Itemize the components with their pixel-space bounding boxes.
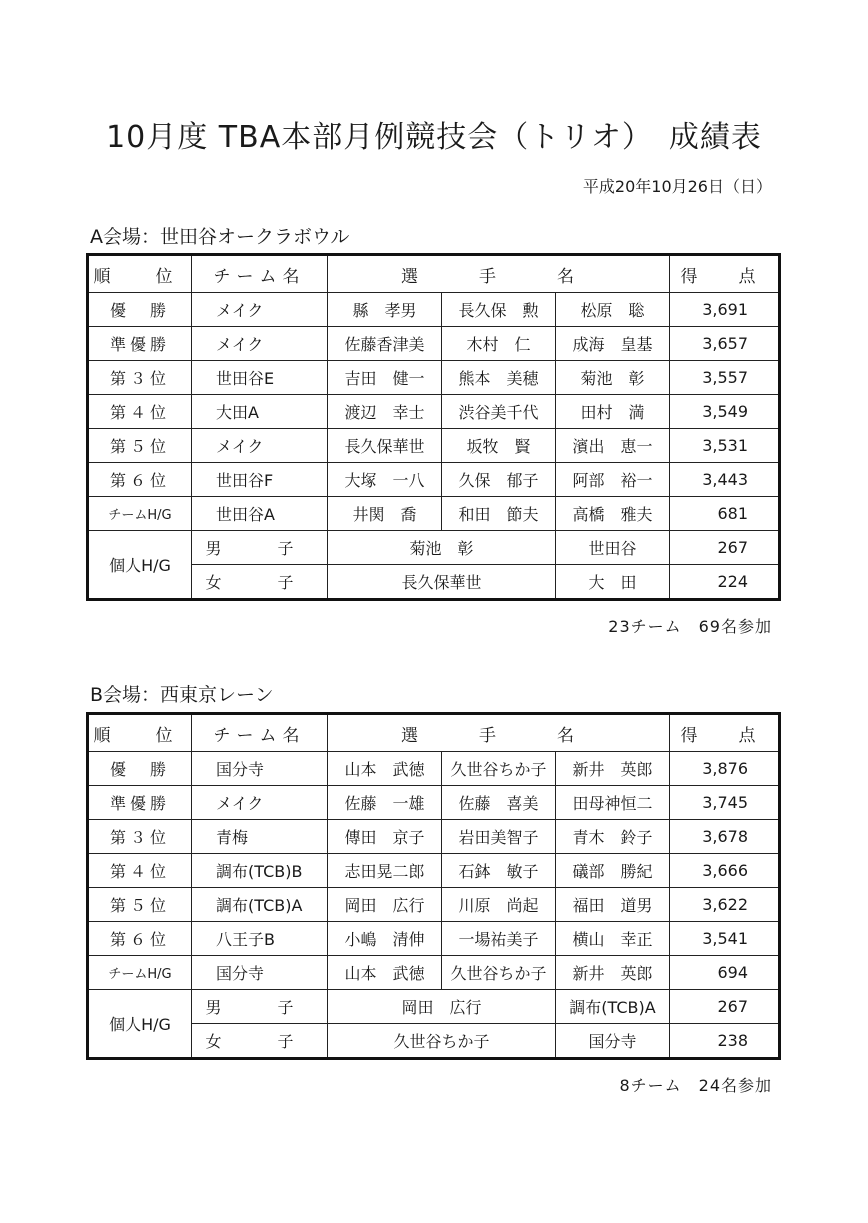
table-row: [88, 786, 780, 820]
player-cell: 川原 尚起: [442, 888, 556, 922]
score-cell: 3,541: [670, 922, 780, 956]
score-cell: 681: [670, 497, 780, 531]
score-cell: 3,549: [670, 395, 780, 429]
table-header-row: [88, 714, 780, 752]
table-row: [88, 463, 780, 497]
rank-cell: 優 勝: [88, 293, 192, 327]
header-players: 選 手 名: [328, 714, 670, 752]
rank-cell: 第５位: [88, 429, 192, 463]
player-cell: 長久保 勲: [442, 293, 556, 327]
venue-a-results-table: [86, 253, 781, 601]
player-cell: 新井 英郎: [556, 956, 670, 990]
player-cell: 佐藤 一雄: [328, 786, 442, 820]
individual-hg-label: 個人H/G: [88, 990, 192, 1059]
player-cell: 田村 満: [556, 395, 670, 429]
individual-name-cell: 久世谷ちか子: [328, 1024, 556, 1059]
table-row: [88, 922, 780, 956]
gender-cell: 女 子: [192, 1024, 328, 1059]
player-cell: 岡田 広行: [328, 888, 442, 922]
player-cell: 木村 仁: [442, 327, 556, 361]
player-cell: 菊池 彰: [556, 361, 670, 395]
individual-team-cell: 大 田: [556, 565, 670, 600]
individual-name-cell: 菊池 彰: [328, 531, 556, 565]
player-cell: 福田 道男: [556, 888, 670, 922]
player-cell: 山本 武徳: [328, 956, 442, 990]
venue-a-title: A会場：世田谷オークラボウル: [90, 226, 350, 248]
team-cell: メイク: [192, 293, 328, 327]
venue-b-summary: 8チーム 24名参加: [619, 1076, 772, 1095]
venue-a-rows: [88, 293, 780, 600]
header-score: 得 点: [670, 714, 780, 752]
player-cell: 志田晃二郎: [328, 854, 442, 888]
player-cell: 小嶋 清伸: [328, 922, 442, 956]
player-cell: 佐藤香津美: [328, 327, 442, 361]
individual-hg-row-female: [88, 565, 780, 600]
player-cell: 吉田 健一: [328, 361, 442, 395]
player-cell: 阿部 裕一: [556, 463, 670, 497]
rank-cell: 第４位: [88, 395, 192, 429]
gender-cell: 男 子: [192, 990, 328, 1024]
gender-cell: 男 子: [192, 531, 328, 565]
venue-b-rows: [88, 752, 780, 1059]
table-row: [88, 820, 780, 854]
header-rank: 順 位: [88, 714, 192, 752]
player-cell: 濱出 恵一: [556, 429, 670, 463]
player-cell: 田母神恒二: [556, 786, 670, 820]
team-cell: メイク: [192, 327, 328, 361]
table-row: [88, 888, 780, 922]
score-cell: 694: [670, 956, 780, 990]
player-cell: 石鉢 敏子: [442, 854, 556, 888]
team-cell: 調布(TCB)A: [192, 888, 328, 922]
player-cell: 山本 武徳: [328, 752, 442, 786]
player-cell: 大塚 一八: [328, 463, 442, 497]
player-cell: 一場祐美子: [442, 922, 556, 956]
player-cell: 久世谷ちか子: [442, 752, 556, 786]
team-cell: 八王子B: [192, 922, 328, 956]
score-cell: 3,557: [670, 361, 780, 395]
team-cell: 調布(TCB)B: [192, 854, 328, 888]
header-players: 選 手 名: [328, 255, 670, 293]
table-row: [88, 854, 780, 888]
header-team: チーム名: [192, 714, 328, 752]
individual-team-cell: 調布(TCB)A: [556, 990, 670, 1024]
individual-hg-row-female: [88, 1024, 780, 1059]
rank-cell: 第６位: [88, 922, 192, 956]
player-cell: 礒部 勝紀: [556, 854, 670, 888]
rank-cell: チームH/G: [88, 497, 192, 531]
player-cell: 熊本 美穂: [442, 361, 556, 395]
individual-team-cell: 国分寺: [556, 1024, 670, 1059]
team-cell: 世田谷F: [192, 463, 328, 497]
rank-cell: チームH/G: [88, 956, 192, 990]
player-cell: 和田 節夫: [442, 497, 556, 531]
header-rank: 順 位: [88, 255, 192, 293]
team-cell: メイク: [192, 429, 328, 463]
player-cell: 坂牧 賢: [442, 429, 556, 463]
gender-cell: 女 子: [192, 565, 328, 600]
rank-cell: 第５位: [88, 888, 192, 922]
event-date: 平成20年10月26日（日）: [582, 177, 772, 196]
team-cell: 世田谷E: [192, 361, 328, 395]
individual-hg-row-male: [88, 531, 780, 565]
score-cell: 267: [670, 531, 780, 565]
score-cell: 224: [670, 565, 780, 600]
player-cell: 久保 郁子: [442, 463, 556, 497]
player-cell: 横山 幸正: [556, 922, 670, 956]
table-row: [88, 752, 780, 786]
individual-team-cell: 世田谷: [556, 531, 670, 565]
player-cell: 佐藤 喜美: [442, 786, 556, 820]
score-cell: 3,622: [670, 888, 780, 922]
team-hg-row: [88, 497, 780, 531]
page-title: 10月度 TBA本部月例競技会（トリオ） 成績表: [106, 120, 762, 155]
rank-cell: 第６位: [88, 463, 192, 497]
table-row: [88, 293, 780, 327]
player-cell: 長久保華世: [328, 429, 442, 463]
score-cell: 238: [670, 1024, 780, 1059]
team-hg-row: [88, 956, 780, 990]
team-cell: メイク: [192, 786, 328, 820]
venue-b-results-table: [86, 712, 781, 1060]
score-cell: 3,531: [670, 429, 780, 463]
score-cell: 3,678: [670, 820, 780, 854]
score-cell: 3,691: [670, 293, 780, 327]
rank-cell: 準優勝: [88, 327, 192, 361]
team-cell: 国分寺: [192, 956, 328, 990]
score-cell: 3,443: [670, 463, 780, 497]
player-cell: 青木 鈴子: [556, 820, 670, 854]
player-cell: 井関 喬: [328, 497, 442, 531]
team-cell: 大田A: [192, 395, 328, 429]
venue-a-summary: 23チーム 69名参加: [608, 617, 772, 636]
individual-hg-label: 個人H/G: [88, 531, 192, 600]
player-cell: 渡辺 幸士: [328, 395, 442, 429]
player-cell: 久世谷ちか子: [442, 956, 556, 990]
table-row: [88, 327, 780, 361]
player-cell: 岩田美智子: [442, 820, 556, 854]
individual-hg-row-male: [88, 990, 780, 1024]
venue-b-title: B会場：西東京レーン: [90, 684, 274, 706]
table-row: [88, 395, 780, 429]
score-cell: 3,666: [670, 854, 780, 888]
individual-name-cell: 岡田 広行: [328, 990, 556, 1024]
rank-cell: 第４位: [88, 854, 192, 888]
header-team: チーム名: [192, 255, 328, 293]
score-cell: 3,745: [670, 786, 780, 820]
header-score: 得 点: [670, 255, 780, 293]
player-cell: 渋谷美千代: [442, 395, 556, 429]
player-cell: 成海 皇基: [556, 327, 670, 361]
team-cell: 青梅: [192, 820, 328, 854]
rank-cell: 第３位: [88, 820, 192, 854]
table-row: [88, 361, 780, 395]
player-cell: 傳田 京子: [328, 820, 442, 854]
individual-name-cell: 長久保華世: [328, 565, 556, 600]
score-cell: 3,657: [670, 327, 780, 361]
score-cell: 267: [670, 990, 780, 1024]
team-cell: 世田谷A: [192, 497, 328, 531]
player-cell: 新井 英郎: [556, 752, 670, 786]
team-cell: 国分寺: [192, 752, 328, 786]
player-cell: 松原 聡: [556, 293, 670, 327]
player-cell: 縣 孝男: [328, 293, 442, 327]
rank-cell: 優 勝: [88, 752, 192, 786]
player-cell: 高橋 雅夫: [556, 497, 670, 531]
score-cell: 3,876: [670, 752, 780, 786]
table-header-row: [88, 255, 780, 293]
rank-cell: 準優勝: [88, 786, 192, 820]
table-row: [88, 429, 780, 463]
rank-cell: 第３位: [88, 361, 192, 395]
